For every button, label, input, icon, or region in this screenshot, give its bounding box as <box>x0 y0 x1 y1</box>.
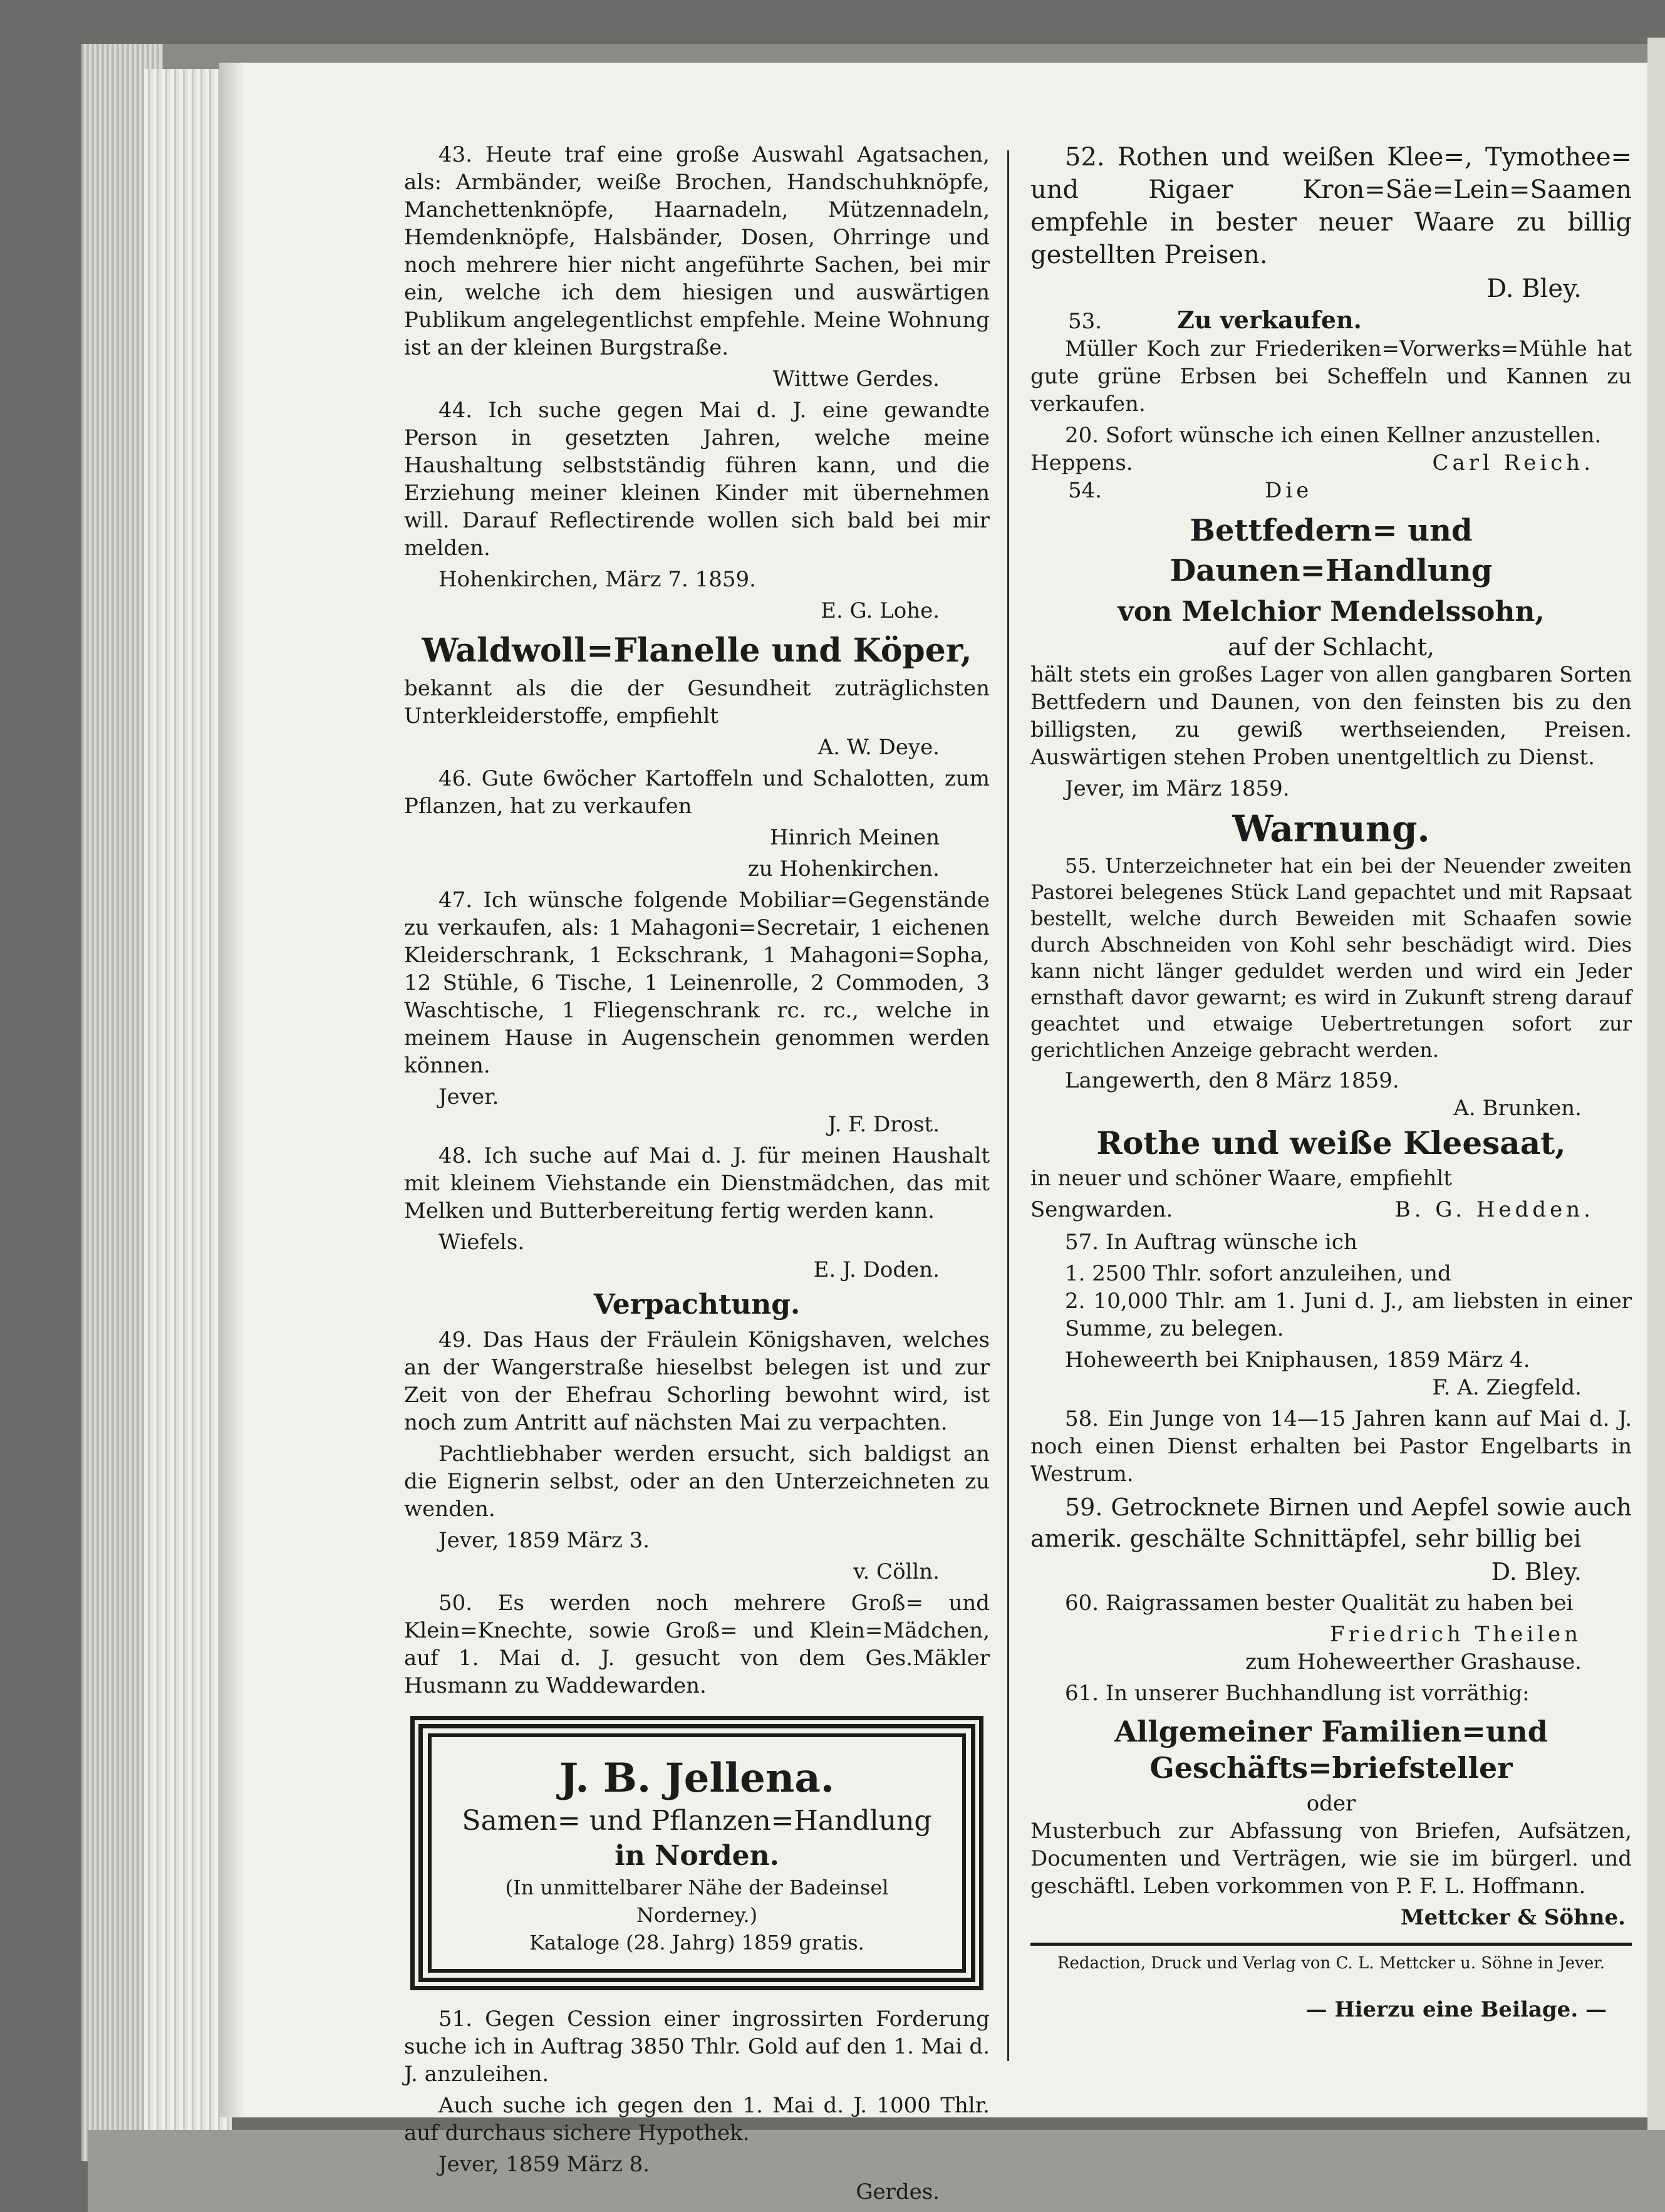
ad-47-place: Jever. <box>438 1084 499 1109</box>
ad-44-place-date: Hohenkirchen, März 7. 1859. <box>438 567 756 592</box>
ad-49-heading: Verpachtung. <box>593 1289 801 1321</box>
ad-20-text: 20. Sofort wünsche ich einen Kellner anzustellen. <box>1065 423 1602 448</box>
spine-shadow <box>219 63 244 2117</box>
ad-57-signature: F. A. Ziegfeld. <box>1432 1375 1582 1400</box>
ad-jellena-note: (In unmittelbarer Nähe der Badeinsel Norderney.) <box>505 1876 889 1927</box>
column-divider <box>1007 150 1009 2061</box>
ad-49-text: 49. Das Haus der Fräulein Königshaven, welches an der Wangerstraße hieselbst belegen ist und zur Zeit von der Ehefrau Schorling bewohnt wird, ist noch zum Antritt auf nächsten Mai zu verpachten. <box>404 1327 990 1435</box>
ad-46-signature: Hinrich Meinen <box>769 825 940 850</box>
left-column <box>404 141 990 2209</box>
ad-54-owner: von Melchior Mendelssohn, <box>1118 596 1545 628</box>
ad-61-oder: oder <box>1306 1791 1356 1816</box>
ad-49-place-date: Jever, 1859 März 3. <box>438 1528 650 1553</box>
ad-61-publisher: Mettcker & Söhne. <box>1401 1905 1626 1930</box>
ad-60-signature: Friedrich Theilen <box>1330 1622 1582 1647</box>
ad-53-header <box>1030 306 1632 335</box>
ad-kleesaat-heading: Rothe und weiße Kleesaat, <box>1096 1124 1566 1161</box>
ad-44-signature: E. G. Lohe. <box>821 598 940 623</box>
ad-54-number: 54. <box>1068 478 1102 503</box>
ad-53-number: 53. <box>1068 309 1102 334</box>
ad-46-text: 46. Gute 6wöcher Kartoffeln und Schalotten, zum Pflanzen, hat zu verkaufen <box>404 766 990 819</box>
supplement-note: — Hierzu eine Beilage. — <box>1305 1997 1607 2022</box>
scan-margin-right <box>1647 38 1665 2180</box>
ad-waldwoll-signature: A. W. Deye. <box>817 735 940 760</box>
page-stack-edges <box>144 69 232 2142</box>
ad-61-book-subtitle: Musterbuch zur Abfassung von Briefen, Aufsätzen, Documenten und Verträgen, wie sie im bürgerl. und geschäftl. Leben vorkommen von P. F. L. Hoffmann. <box>1030 1819 1632 1899</box>
ad-50-text: 50. Es werden noch mehrere Groß= und Klein=Knechte, sowie Groß= und Klein=Mädchen, auf 1. Mai d. J. gesucht von dem Ges.Mäkler Husmann zu Waddewarden. <box>404 1591 990 1698</box>
ad-49-text-2: Pachtliebhaber werden ersucht, sich baldigst an die Eignerin selbst, oder an den Unterzeichneten zu wenden. <box>404 1441 990 1522</box>
ad-54-heading: Bettfedern= und Daunen=Handlung <box>1170 513 1493 588</box>
ad-48-signature: E. J. Doden. <box>813 1257 940 1282</box>
ad-43-signature: Wittwe Gerdes. <box>772 366 940 392</box>
ad-waldwoll-heading: Waldwoll=Flanelle und Köper, <box>422 631 972 670</box>
ad-48-text: 48. Ich suche auf Mai d. J. für meinen Haushalt mit kleinem Viehstande ein Dienstmädchen, das mit Melken und Butterbereitung fertig werden kann. <box>404 1143 990 1223</box>
ad-59-signature: D. Bley. <box>1491 1558 1582 1586</box>
ad-54-article: Die <box>1265 478 1313 503</box>
ad-kleesaat-footer <box>1030 1196 1632 1223</box>
ad-51-place-date: Jever, 1859 März 8. <box>438 2152 650 2177</box>
ad-57-text: 57. In Auftrag wünsche ich <box>1065 1230 1357 1255</box>
imprint: Redaction, Druck und Verlag von C. L. Mettcker u. Söhne in Jever. <box>1057 1954 1605 1973</box>
ad-44-text: 44. Ich suche gegen Mai d. J. eine gewandte Person in gesetzten Jahren, welche meine Haushaltung selbstständig führen kann, und die Erziehung meiner kleinen Kinder mit übernehmen will. Darauf Reflectirende wollen sich bald bei mir melden. <box>404 398 990 561</box>
ad-55-signature: A. Brunken. <box>1453 1096 1582 1121</box>
ad-55-place-date: Langewerth, den 8 März 1859. <box>1065 1068 1399 1093</box>
ad-jellena-catalog: Kataloge (28. Jahrg) 1859 gratis. <box>529 1931 864 1955</box>
ad-55-text: 55. Unterzeichneter hat ein bei der Neuender zweiten Pastorei belegenes Stück Land gepachtet und mit Rapsaat bestellt, welche durch Beweiden mit Schaafen sowie durch Abschneiden von Kohl sehr beschädigt wird. Dies kann nicht länger geduldet werden und wird ein Jeder ernsthaft davor gewarnt; es wird in Zukunft streng darauf geachtet und etwaige Uebertretungen sofort zur gerichtlichen Anzeige gebracht werden. <box>1030 854 1632 1062</box>
ad-kleesaat-signature: B. G. Hedden. <box>1394 1197 1594 1222</box>
ad-kleesaat-text: in neuer und schöner Waare, empfiehlt <box>1030 1166 1452 1191</box>
ad-54-text: hält stets ein großes Lager von allen gangbaren Sorten Bettfedern und Daunen, von den feinsten bis zu den billigsten, zu gewiß werthseienden, Preisen. Auswärtigen stehen Proben unentgeltlich zu Dienst. <box>1030 662 1632 770</box>
right-column <box>1030 141 1632 2023</box>
ad-jellena-town: in Norden. <box>615 1840 779 1872</box>
ad-57-item-1: 1. 2500 Thlr. sofort anzuleihen, und <box>1065 1261 1451 1286</box>
ad-54-place-date: Jever, im März 1859. <box>1065 776 1290 801</box>
ad-48-place: Wiefels. <box>438 1230 525 1255</box>
ad-57-item-2: 2. 10,000 Thlr. am 1. Juni d. J., am liebsten in einer Summe, zu belegen. <box>1065 1289 1632 1341</box>
ad-51-text-2: Auch suche ich gegen den 1. Mai d. J. 1000 Thlr. auf durchaus sichere Hypothek. <box>404 2093 990 2146</box>
ad-54-header <box>1030 477 1632 504</box>
ad-53-text: Müller Koch zur Friederiken=Vorwerks=Mühle hat gute grüne Erbsen bei Scheffeln und Kannen zu verkaufen. <box>1030 336 1632 417</box>
ad-53-heading: Zu verkaufen. <box>1177 306 1362 334</box>
ad-52-signature: D. Bley. <box>1486 274 1582 303</box>
ad-jellena-name: J. B. Jellena. <box>559 1755 835 1802</box>
ad-59-text: 59. Getrocknete Birnen und Aepfel sowie auch amerik. geschälte Schnittäpfel, sehr billig bei <box>1030 1493 1632 1552</box>
ad-kleesaat-place: Sengwarden. <box>1030 1197 1173 1222</box>
ad-54-location: auf der Schlacht, <box>1227 633 1435 661</box>
ad-57-place-date: Hoheweerth bei Kniphausen, 1859 März 4. <box>1065 1347 1530 1373</box>
ad-61-text: 61. In unserer Buchhandlung ist vorräthig: <box>1065 1681 1530 1706</box>
ad-51-text: 51. Gegen Cession einer ingrossirten Forderung suche ich in Auftrag 3850 Thlr. Gold auf den 1. Mai d. J. anzuleihen. <box>404 2007 990 2087</box>
ad-60-place: zum Hoheweerther Grashause. <box>1245 1649 1582 1675</box>
ad-51-signature: Gerdes. <box>856 2179 940 2204</box>
ad-20-signature: Carl Reich. <box>1432 450 1594 475</box>
ad-waldwoll-text: bekannt als die der Gesundheit zuträglichsten Unterkleiderstoffe, empfiehlt <box>404 676 990 729</box>
ad-warnung-heading: Warnung. <box>1232 807 1430 850</box>
ad-52-text: 52. Rothen und weißen Klee=, Tymothee= und Rigaer Kron=Säe=Lein=Saamen empfehle in bester neuer Waare zu billig gestellten Preisen. <box>1030 143 1632 269</box>
ad-49-signature: v. Cölln. <box>853 1559 940 1584</box>
imprint-rule <box>1030 1943 1632 1946</box>
ad-jellena-business: Samen= und Pflanzen=Handlung <box>462 1805 932 1837</box>
ad-58-text: 58. Ein Junge von 14—15 Jahren kann auf Mai d. J. noch einen Dienst erhalten bei Pastor Engelbarts in Westrum. <box>1030 1406 1632 1487</box>
ad-46-place: zu Hohenkirchen. <box>747 856 940 881</box>
ad-43-text: 43. Heute traf eine große Auswahl Agatsachen, als: Armbänder, weiße Brochen, Handschuhknöpfe, Manchettenknöpfe, Haarnadeln, Mützennadeln, Hemdenknöpfe, Halsbänder, Dosen, Ohrringe und noch mehrere hier nicht angeführte Sachen, bei mir ein, welche ich dem hiesigen und auswärtigen Publikum angelegentlichst empfehle. Meine Wohnung ist an der kleinen Burgstraße. <box>404 142 990 360</box>
ad-60-text: 60. Raigrassamen bester Qualität zu haben bei <box>1065 1591 1574 1616</box>
ad-47-signature: J. F. Drost. <box>827 1112 940 1137</box>
ad-jellena-box <box>410 1716 983 1990</box>
ad-20-place: Heppens. <box>1030 450 1133 475</box>
ad-20-footer <box>1030 449 1632 477</box>
ad-47-text: 47. Ich wünsche folgende Mobiliar=Gegenstände zu verkaufen, als: 1 Mahagoni=Secretair, 1 eichenen Kleiderschrank, 1 Eckschrank, 1 Mahagoni=Sopha, 12 Stühle, 6 Tische, 1 Leinenrolle, 2 Commoden, 3 Waschtische, 1 Fliegenschrank rc. rc., welche in meinem Hause in Augenschein genommen werden können. <box>404 888 990 1078</box>
ad-61-book-title: Allgemeiner Familien=und Geschäfts=briefsteller <box>1114 1715 1548 1785</box>
